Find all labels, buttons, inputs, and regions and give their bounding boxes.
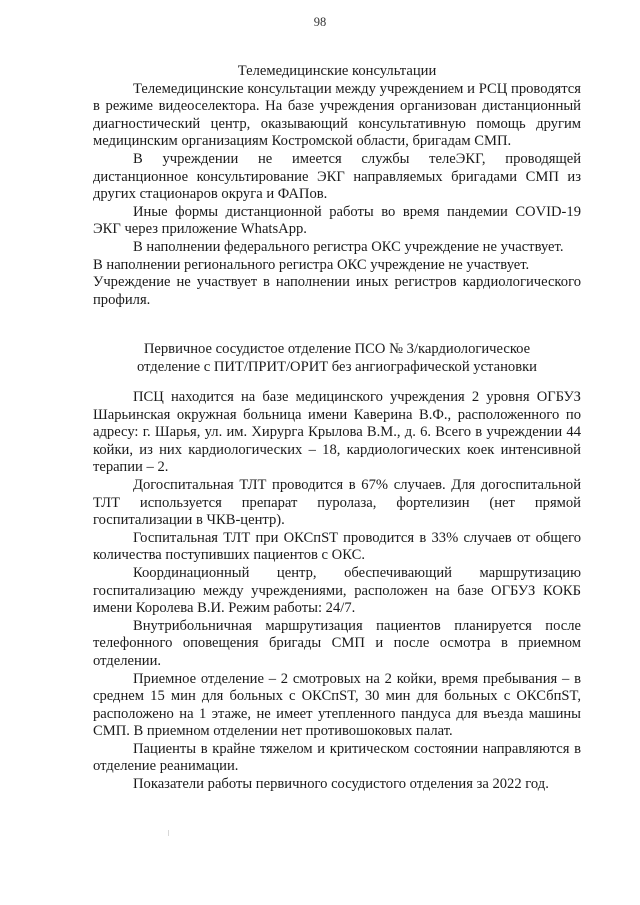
paragraph-teleecg: В учреждении не имеется службы телеЭКГ, проводящей дистанционное консультирование ЭКГ направляемых бригадами СМП из других стационаров округа и ФАПов. [93, 150, 581, 203]
page-number: 98 [313, 15, 327, 29]
paragraph-critical-patients: Пациенты в крайне тяжелом и критическом состоянии направляются в отделение реанимации. [93, 740, 581, 775]
paragraph-prehospital-tlt: Догоспитальная ТЛТ проводится в 67% случаев. Для догоспитальной ТЛТ используется препарат пуролаза, фортелизин (нет прямой госпитализации в ЧКВ-центр). [93, 476, 581, 529]
paragraph-admission-department: Приемное отделение – 2 смотровых на 2 койки, время пребывания – в среднем 15 мин для больных с ОКСпST, 30 мин для больных с ОКСбпST, расположено на 1 этаже, не имеет утепленного пандуса для въезда машины СМП. В приемном отделении нет противошоковых палат. [93, 670, 581, 740]
section-pso-body [93, 389, 581, 794]
section-title-telemedicine: Телемедицинские консультации [237, 63, 437, 79]
section-pso [93, 341, 581, 376]
paragraph-regional-registry: В наполнении регионального регистра ОКС учреждение не участвует. [93, 256, 530, 273]
paragraph-federal-registry: В наполнении федерального регистра ОКС учреждение не участвует. [133, 238, 564, 255]
paragraph-coordination-center: Координационный центр, обеспечивающий маршрутизацию госпитализацию между учреждениями, расположен на базе ОГБУЗ КОКБ имени Королева В.И. Режим работы: 24/7. [93, 564, 581, 617]
paragraph-inhospital-routing: Внутрибольничная маршрутизация пациентов планируется после телефонного оповещения бригады СМП и после осмотра в приемном отделении. [93, 617, 581, 669]
paragraph-hospital-tlt: Госпитальная ТЛТ при ОКСпST проводится в 33% случаев от общего количества поступивших пациентов с ОКС. [93, 529, 581, 564]
section-title-pso-line2: отделение с ПИТ/ПРИТ/ОРИТ без ангиографической установки [137, 358, 537, 375]
section-title-pso-line1: Первичное сосудистое отделение ПСО № 3/кардиологическое [143, 341, 531, 357]
scan-artifact [168, 830, 169, 836]
paragraph-telemedicine-consultations: Телемедицинские консультации между учреждением и РСЦ проводятся в режиме видеоселектора. На базе учреждения организован дистанционный диагностический центр, оказывающий консультативную помощь другим медицинским организациям Костромской области, бригадам СМП. [93, 80, 581, 150]
paragraph-performance-indicators: Показатели работы первичного сосудистого отделения за 2022 год. [133, 776, 549, 793]
section-telemedicine [93, 63, 581, 309]
paragraph-psc-location: ПСЦ находится на базе медицинского учреждения 2 уровня ОГБУЗ Шарьинская окружная больница имени Каверина В.Ф., расположенного по адресу: г. Шарья, ул. им. Хирурга Крылова В.М., д. 6. Всего в учреждении 44 койки, из них кардиологических – 18, кардиологических коек интенсивной терапии – 2. [93, 389, 581, 476]
paragraph-other-registries: Учреждение не участвует в наполнении иных регистров кардиологического профиля. [93, 274, 581, 308]
paragraph-remote-work-covid: Иные формы дистанционной работы во время пандемии COVID-19 ЭКГ через приложение WhatsApp. [93, 203, 581, 238]
